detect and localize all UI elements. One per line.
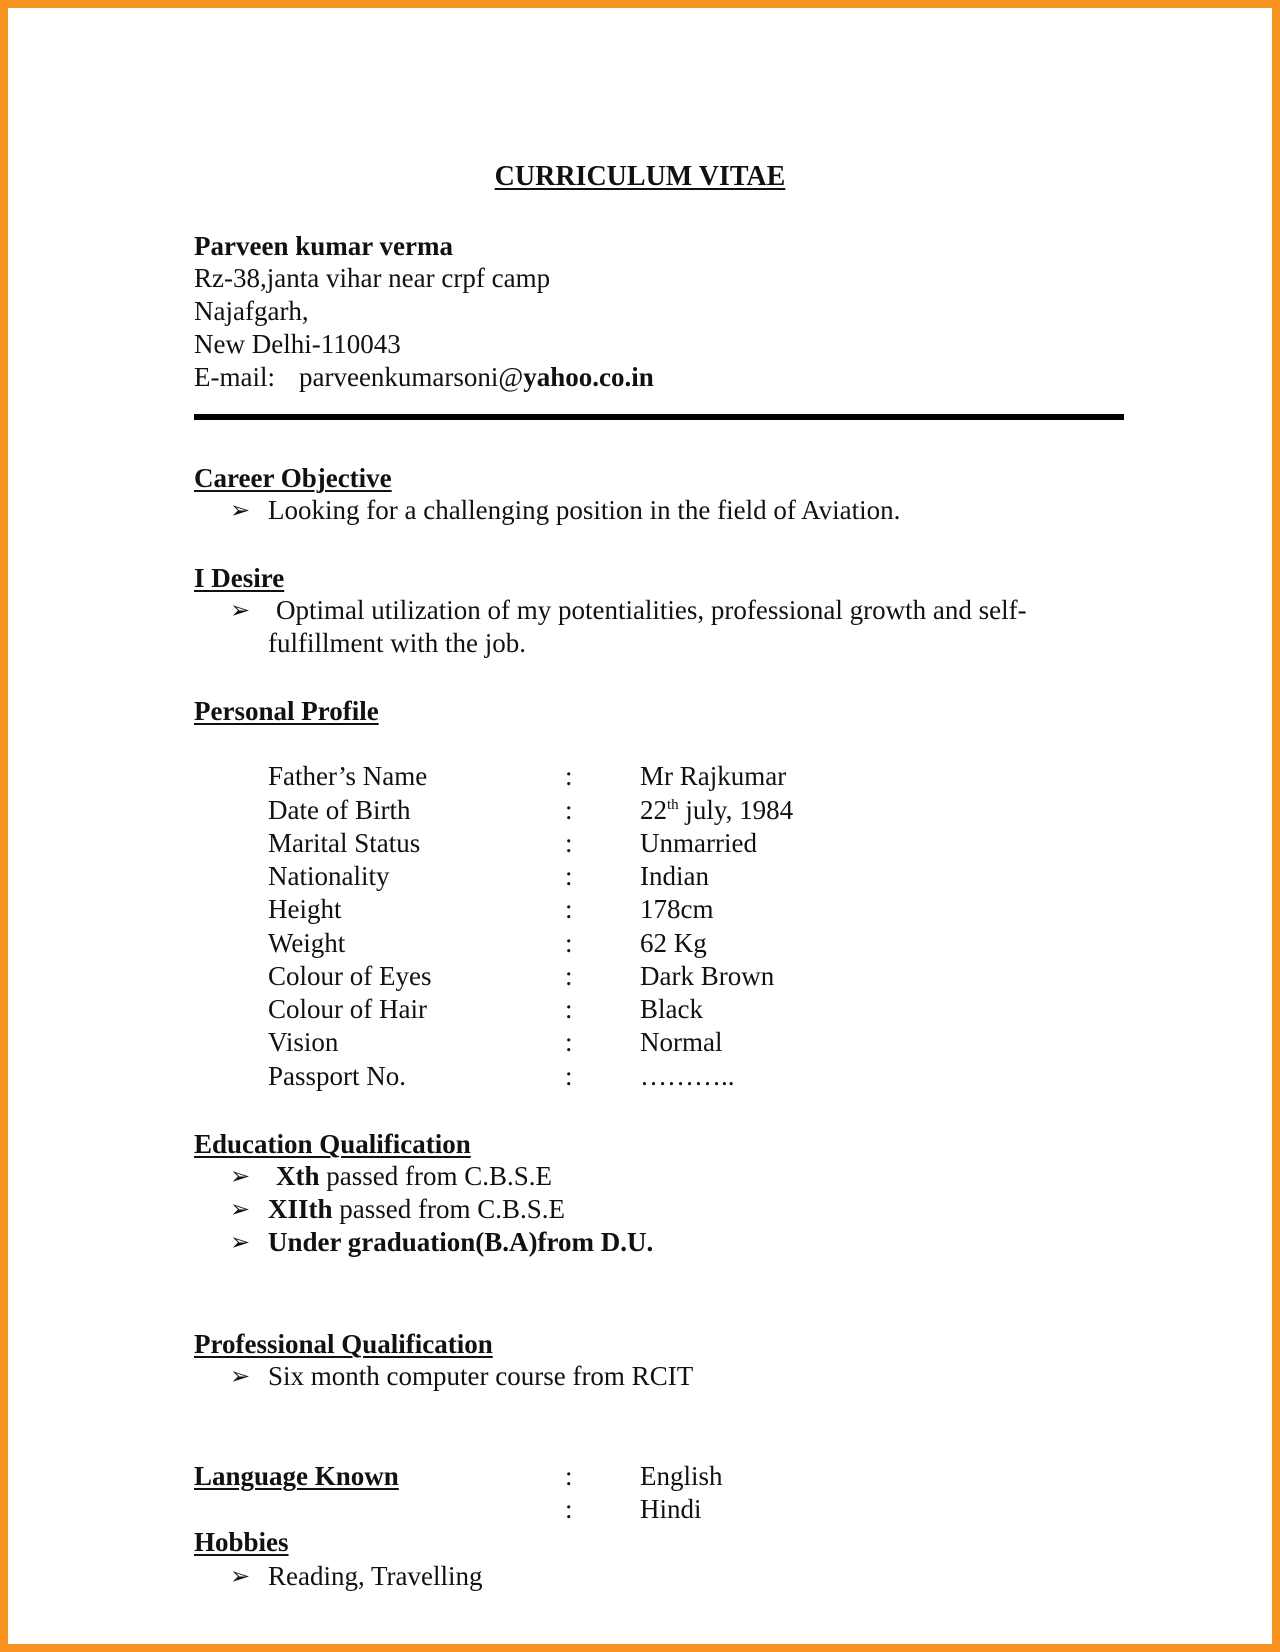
profile-colon: : [565,795,573,825]
career-objective-text: Looking for a challenging position in the field of Aviation. [268,495,901,525]
dob-day: 22 [640,795,667,825]
bullet-arrow-icon: ➢ [230,1562,251,1590]
hobbies-heading: Hobbies [194,1527,289,1557]
bullet-arrow-icon: ➢ [230,1362,251,1390]
profile-label-weight: Weight [268,928,346,958]
profile-value-vision: Normal [640,1027,723,1057]
desire-text-line-1: Optimal utilization of my potentialities, professional growth and self- [276,595,1027,625]
email-user: parveenkumarsoni@ [298,362,524,392]
profile-colon: : [565,961,573,991]
dob-month-year: july, 1984 [678,795,794,825]
languages-colon: : [565,1494,573,1524]
email-label: E-mail: [194,362,275,392]
profile-value-passport-no: ……….. [640,1061,735,1091]
bullet-arrow-icon: ➢ [230,596,251,624]
profile-value-marital-status: Unmarried [640,828,757,858]
profile-colon: : [565,994,573,1024]
profile-colon: : [565,894,573,924]
profile-value-date-of-birth [640,794,793,827]
education-item-xiith [268,1193,565,1226]
profile-label-vision: Vision [268,1027,339,1057]
profile-colon: : [565,828,573,858]
education-item-xth-detail: passed from C.B.S.E [319,1161,553,1191]
personal-profile-heading: Personal Profile [194,696,379,726]
profile-value-fathers-name: Mr Rajkumar [640,761,787,791]
profile-value-colour-of-hair: Black [640,994,703,1024]
profile-value-height: 178cm [640,894,714,924]
bullet-arrow-icon: ➢ [230,1162,251,1190]
education-item-xth-title: Xth [276,1161,320,1191]
profile-label-height: Height [268,894,342,924]
profile-value-weight: 62 Kg [640,928,707,958]
bullet-arrow-icon: ➢ [230,1195,251,1223]
profile-label-passport-no: Passport No. [268,1061,407,1091]
profile-colon: : [565,861,573,891]
profile-label-date-of-birth: Date of Birth [268,795,411,825]
profile-label-colour-of-eyes: Colour of Eyes [268,961,432,991]
address-line-3: New Delhi-110043 [194,329,401,359]
email-domain: yahoo.co.in [523,362,654,392]
dob-ordinal-suffix: th [667,797,679,813]
professional-heading: Professional Qualification [194,1329,493,1359]
education-item-xiith-detail: passed from C.B.S.E [332,1194,566,1224]
bullet-arrow-icon: ➢ [230,496,251,524]
education-heading: Education Qualification [194,1129,471,1159]
languages-colon: : [565,1461,573,1491]
profile-label-marital-status: Marital Status [268,828,421,858]
profile-colon: : [565,928,573,958]
address-line-2: Najafgarh, [194,296,309,326]
hobbies-text: Reading, Travelling [268,1561,483,1591]
profile-label-fathers-name: Father’s Name [268,761,428,791]
desire-heading: I Desire [194,563,285,593]
profile-colon: : [565,1027,573,1057]
candidate-name: Parveen kumar verma [194,231,453,261]
education-item-graduation: Under graduation(B.A)from D.U. [268,1227,654,1257]
header-divider [194,414,1124,420]
profile-label-nationality: Nationality [268,861,390,891]
email-line [194,361,654,394]
profile-label-colour-of-hair: Colour of Hair [268,994,427,1024]
career-objective-heading: Career Objective [194,463,392,493]
profile-colon: : [565,1061,573,1091]
education-item-xiith-title: XIIth [268,1194,333,1224]
profile-value-colour-of-eyes: Dark Brown [640,961,775,991]
profile-colon: : [565,761,573,791]
desire-text-line-2: fulfillment with the job. [268,628,526,658]
language-item-english: English [640,1461,723,1491]
profile-value-nationality: Indian [640,861,709,891]
professional-text: Six month computer course from RCIT [268,1361,694,1391]
document-title: CURRICULUM VITAE [494,161,786,192]
languages-heading: Language Known [194,1461,399,1491]
education-item-xth [276,1160,552,1193]
address-line-1: Rz-38,janta vihar near crpf camp [194,263,551,293]
language-item-hindi: Hindi [640,1494,702,1524]
bullet-arrow-icon: ➢ [230,1228,251,1256]
